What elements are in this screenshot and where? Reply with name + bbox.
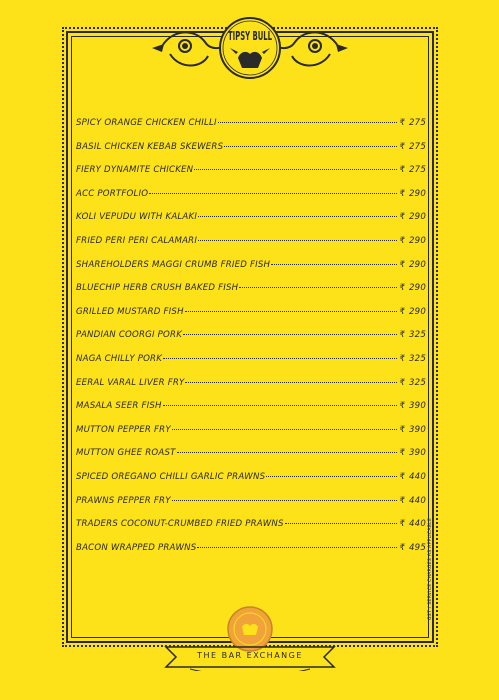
menu-item: [76, 330, 426, 354]
menu-item: [76, 425, 426, 449]
currency-symbol: ₹: [399, 542, 405, 553]
menu-item: [76, 260, 426, 284]
menu-item-price: 290: [408, 235, 426, 246]
menu-item-name: PANDIAN COORGI PORK: [76, 330, 183, 341]
dot-leader: [163, 358, 397, 359]
dot-leader: [218, 122, 398, 123]
dot-leader: [224, 146, 397, 147]
currency-symbol: ₹: [399, 283, 405, 294]
menu-item-name: MUTTON GHEE ROAST: [76, 448, 176, 459]
menu-item-name: MASALA SEER FISH: [76, 401, 162, 412]
menu-item-price: 275: [408, 141, 426, 152]
menu-item-price: 390: [408, 424, 426, 435]
footer-band-text: THE BAR EXCHANGE: [197, 651, 303, 660]
currency-symbol: ₹: [399, 306, 405, 317]
dot-leader: [185, 311, 398, 312]
dot-leader: [149, 193, 397, 194]
menu-item-name: FRIED PERI PERI CALAMARI: [76, 235, 198, 246]
currency-symbol: ₹: [399, 188, 405, 199]
dot-leader: [172, 500, 398, 501]
menu-item-price: 290: [408, 259, 426, 270]
currency-symbol: ₹: [399, 330, 405, 341]
menu-item-price: 390: [408, 448, 426, 459]
menu-item-price: 325: [408, 330, 426, 341]
menu-item: [76, 378, 426, 402]
currency-symbol: ₹: [399, 519, 405, 530]
menu-item-name: EERAL VARAL LIVER FRY: [76, 377, 185, 388]
dot-leader: [172, 429, 398, 430]
menu-item-price: 275: [408, 118, 426, 128]
currency-symbol: ₹: [399, 495, 405, 506]
currency-symbol: ₹: [399, 353, 405, 364]
menu-item-name: KOLI VEPUDU WITH KALAKI: [76, 212, 198, 223]
menu-item-name: FIERY DYNAMITE CHICKEN: [76, 165, 194, 176]
menu-item-price: 290: [408, 306, 426, 317]
dot-leader: [271, 264, 397, 265]
menu-item-name: SHAREHOLDERS MAGGI CRUMB FRIED FISH: [76, 259, 271, 270]
currency-symbol: ₹: [399, 401, 405, 412]
menu-item: [76, 354, 426, 378]
dot-leader: [239, 287, 397, 288]
menu-item-name: BLUECHIP HERB CRUSH BAKED FISH: [76, 283, 239, 294]
menu-item: [76, 307, 426, 331]
menu-item: [76, 448, 426, 472]
menu-item-price: 390: [408, 401, 426, 412]
currency-symbol: ₹: [399, 424, 405, 435]
currency-symbol: ₹: [399, 118, 405, 128]
menu-item-price: 440: [408, 519, 426, 530]
dot-leader: [183, 334, 397, 335]
menu-item-price: 440: [408, 495, 426, 506]
currency-symbol: ₹: [399, 471, 405, 482]
menu-item-name: GRILLED MUSTARD FISH: [76, 306, 184, 317]
menu-item-name: NAGA CHILLY PORK: [76, 353, 163, 364]
menu-item-name: SPICY ORANGE CHICKEN CHILLI: [76, 118, 217, 128]
dot-leader: [266, 476, 397, 477]
menu-item: [76, 472, 426, 496]
currency-symbol: ₹: [399, 141, 405, 152]
menu-item-price: 325: [408, 353, 426, 364]
currency-symbol: ₹: [399, 165, 405, 176]
menu-item: [76, 401, 426, 425]
currency-symbol: ₹: [399, 377, 405, 388]
menu-item: [76, 165, 426, 189]
menu-item: [76, 496, 426, 520]
currency-symbol: ₹: [399, 259, 405, 270]
menu-item: [76, 142, 426, 166]
dot-leader: [163, 405, 398, 406]
dot-leader: [185, 382, 397, 383]
menu-item: [76, 212, 426, 236]
logo-text: TIPSY BULL: [228, 29, 273, 43]
currency-symbol: ₹: [399, 212, 405, 223]
menu-item: [76, 118, 426, 142]
menu-item: [76, 519, 426, 543]
currency-symbol: ₹: [399, 448, 405, 459]
menu-item-name: MUTTON PEPPER FRY: [76, 424, 171, 435]
dot-leader: [177, 452, 398, 453]
tipsy-bull-logo: [150, 10, 350, 90]
menu-item: [76, 283, 426, 307]
menu-item-name: PRAWNS PEPPER FRY: [76, 495, 171, 506]
menu-list: [76, 118, 426, 566]
menu-item-price: 440: [408, 471, 426, 482]
menu-item-price: 290: [408, 212, 426, 223]
menu-item: [76, 543, 426, 567]
menu-item-name: BACON WRAPPED PRAWNS: [76, 542, 197, 553]
menu-item-price: 495: [408, 542, 426, 553]
menu-item-name: TRADERS COCONUT-CRUMBED FRIED PRAWNS: [76, 519, 284, 530]
menu-item-price: 275: [408, 165, 426, 176]
dot-leader: [197, 547, 397, 548]
menu-item-name: SPICED OREGANO CHILLI GARLIC PRAWNS: [76, 471, 266, 482]
menu-item-name: BASIL CHICKEN KEBAB SKEWERS: [76, 141, 224, 152]
menu-item: [76, 189, 426, 213]
tax-note: GST / SERVICE CHARGES AS APPLICABLE: [428, 517, 433, 620]
dot-leader: [198, 216, 397, 217]
menu-item: [76, 236, 426, 260]
menu-item-name: ACC PORTFOLIO: [76, 188, 149, 199]
dot-leader: [194, 169, 397, 170]
menu-item-price: 290: [408, 283, 426, 294]
footer-band: [160, 643, 340, 671]
dot-leader: [285, 523, 398, 524]
currency-symbol: ₹: [399, 235, 405, 246]
menu-item-price: 290: [408, 188, 426, 199]
menu-item-price: 325: [408, 377, 426, 388]
dot-leader: [198, 240, 397, 241]
